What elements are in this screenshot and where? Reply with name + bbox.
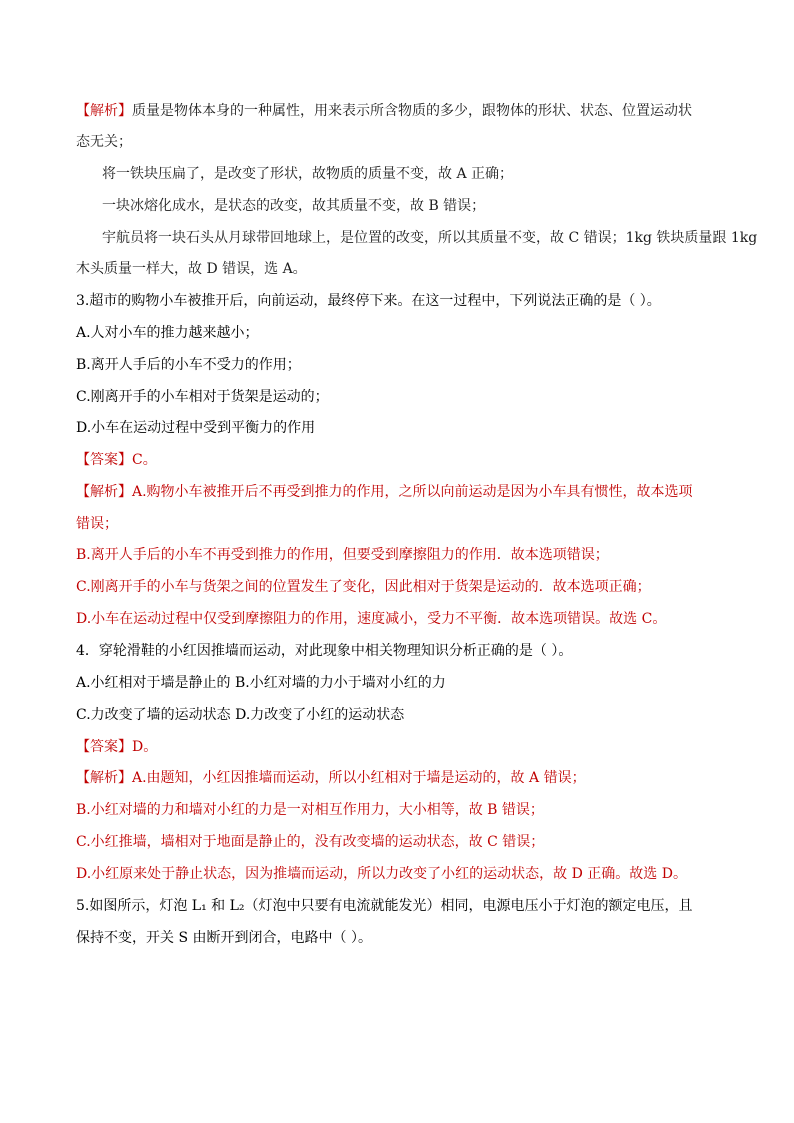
answer-value: C。: [132, 452, 157, 468]
question-3-analysis-3: B.离开人手后的小车不再受到推力的作用，但要受到摩擦阻力的作用．故本选项错误；: [76, 547, 609, 563]
question-3-analysis-2: 错误；: [76, 516, 118, 532]
question-3-analysis-4: C.刚离开手的小车与货架之间的位置发生了变化，因此相对于货架是运动的．故本选项正确；: [76, 579, 651, 595]
question-5-stem-line-1: 5.如图所示，灯泡 L₁ 和 L₂（灯泡中只要有电流就能发光）相同，电源电压小于灯泡的额定电压，且: [76, 898, 693, 914]
analysis-text: A.由题知，小红因推墙而运动，所以小红相对于墙是运动的，故 A 错误；: [132, 770, 586, 786]
answer-value: D。: [132, 739, 158, 755]
question-4-analysis-1: [76, 768, 736, 788]
question-3-option-c: C.刚离开手的小车相对于货架是运动的；: [76, 389, 329, 405]
answer-tag: 【答案】: [76, 739, 132, 755]
question-4-stem: 4．穿轮滑鞋的小红因推墙而运动，对此现象中相关物理知识分析正确的是（ ）。: [76, 643, 573, 659]
question-3-analysis-5: D.小车在运动过程中仅受到摩擦阻力的作用，速度减小，受力不平衡．故本选项错误。故选 C。: [76, 611, 667, 627]
question-3-option-a: A.人对小车的推力越来越小；: [76, 325, 259, 341]
analysis-line-5: 宇航员将一块石头从月球带回地球上，是位置的改变，所以其质量不变，故 C 错误；1kg 铁块质量跟 1kg: [102, 230, 758, 246]
question-3-stem: 3.超市的购物小车被推开后，向前运动，最终停下来。在这一过程中，下列说法正确的是（ ）。: [76, 293, 661, 309]
analysis-line-1: [76, 101, 736, 121]
analysis-tag: 【解析】: [76, 103, 132, 119]
analysis-line-2: 态无关；: [76, 134, 132, 150]
question-3-answer: [76, 450, 736, 470]
question-3-option-b: B.离开人手后的小车不受力的作用；: [76, 357, 301, 373]
analysis-line-4: 一块冰熔化成水，是状态的改变，故其质量不变，故 B 错误；: [102, 198, 486, 214]
question-4-analysis-2: B.小红对墙的力和墙对小红的力是一对相互作用力，大小相等，故 B 错误；: [76, 802, 544, 818]
question-4-options-row-2: C.力改变了墙的运动状态 D.力改变了小红的运动状态: [76, 707, 405, 723]
analysis-line-3: 将一铁块压扁了，是改变了形状，故物质的质量不变，故 A 正确；: [102, 166, 514, 182]
analysis-tag: 【解析】: [76, 770, 132, 786]
question-5-stem-line-2: 保持不变，开关 S 由断开到闭合，电路中（ ）。: [76, 930, 372, 946]
analysis-tag: 【解析】: [76, 484, 132, 500]
question-3-analysis-1: [76, 482, 736, 502]
question-3-option-d: D.小车在运动过程中受到平衡力的作用: [76, 420, 316, 436]
question-4-analysis-3: C.小红推墙，墙相对于地面是静止的，没有改变墙的运动状态，故 C 错误；: [76, 834, 545, 850]
question-4-analysis-4: D.小红原来处于静止状态，因为推墙而运动，所以力改变了小红的运动状态，故 D 正确。故选 D。: [76, 866, 687, 882]
analysis-text: A.购物小车被推开后不再受到推力的作用，之所以向前运动是因为小车具有惯性，故本选项: [132, 484, 693, 500]
analysis-line-6: 木头质量一样大，故 D 错误，选 A。: [76, 261, 307, 277]
analysis-text: 质量是物体本身的一种属性，用来表示所含物质的多少，跟物体的形状、状态、位置运动状: [132, 103, 692, 119]
answer-tag: 【答案】: [76, 452, 132, 468]
question-4-options-row-1: A.小红相对于墙是静止的 B.小红对墙的力小于墙对小红的力: [76, 675, 446, 691]
question-4-answer: [76, 737, 736, 757]
